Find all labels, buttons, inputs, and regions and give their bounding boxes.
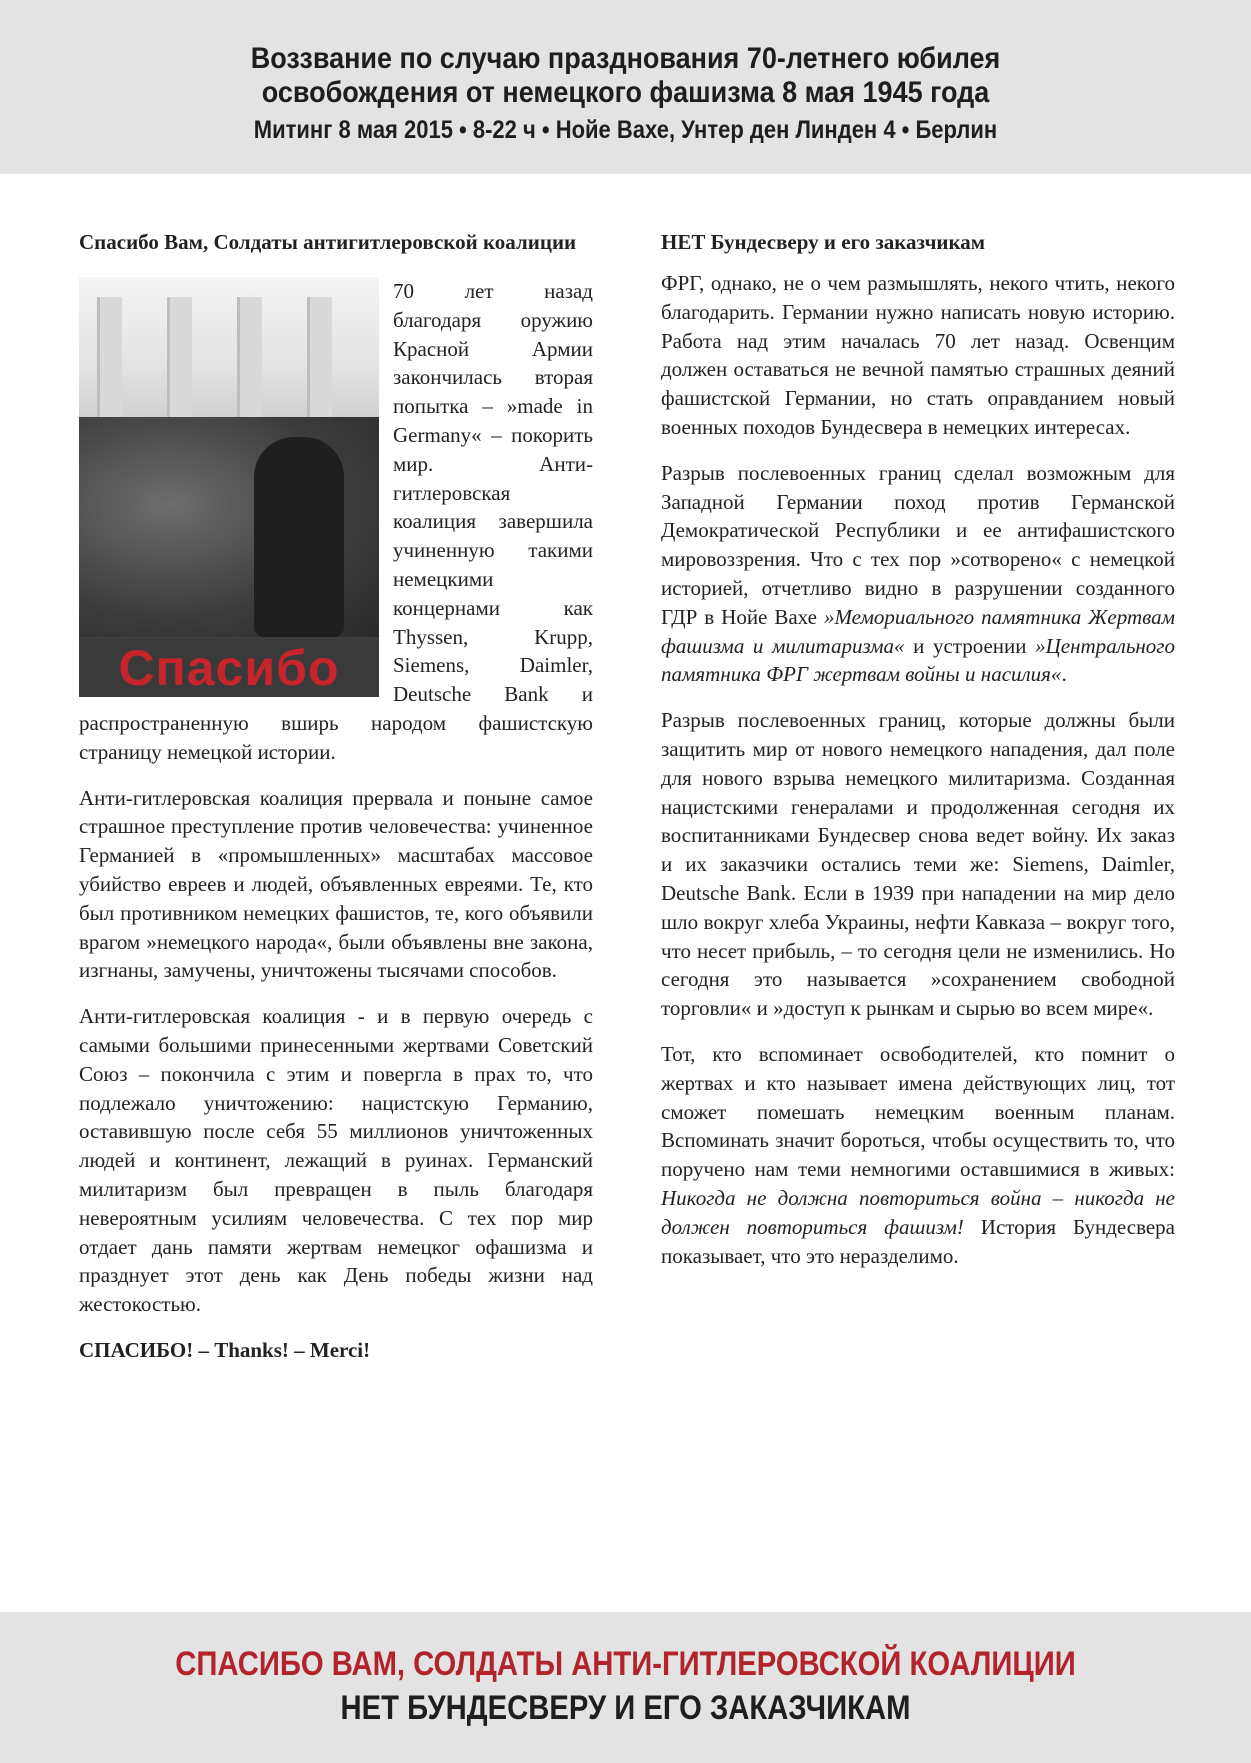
right-paragraph-4-text: Тот, кто вспоминает освободителей, кто помнит о жертвах и кто называет имена действующих лиц, тот сможет помешать немецким военным планам. Вспоминать значит бороться, чтобы осуществить то, что поручено нам теми немногими оставшимися в живых:: [661, 1041, 1175, 1182]
memorial-name: »Мемориального памятника Жертвам фашизма и милитаризма«: [661, 604, 1175, 658]
left-paragraph-2: Анти-гитлеровская коалиция прервала и поныне самое страшное преступление против человечества: учиненное Германией в «промышленных» масштабах массовое убийство евреев и людей, объявленных евреями. Те, кто был противником немецких фашистов, те, кого объявили врагом »немецкого народа«, были объявлены вне закона, изгнаны, замучены, уничтожены тысячами способов.: [79, 785, 593, 983]
photo-column-shape: [237, 297, 262, 437]
photo-column-shape: [97, 297, 122, 437]
photo-column-shape: [307, 297, 332, 437]
right-paragraph-1: ФРГ, однако, не о чем размышлять, некого чтить, некого благодарить. Германии нужно написать новую историю. Работа над этим началась 70 лет назад. Освенцим должен оставаться не вечной памятью страшных деяний фашистской Германии, но стать оправданием новый военных походов Бундесвера в немецких интересах.: [661, 271, 1175, 439]
right-paragraph-2-text: Разрыв послевоенных границ сделал возможным для Западной Германии поход против Германской Демократической Республики и ее антифашистского мировоззрения. Что с тех пор »сотворено« с немецкой историей, отчетливо видно в разрушении созданного ГДР в Нойе Вахе: [661, 460, 1175, 629]
right-paragraph-2: [661, 459, 1175, 689]
soldiers-photo: [79, 277, 379, 697]
photo-caption: Спасибо: [79, 639, 379, 697]
right-paragraph-4: [661, 1040, 1175, 1270]
header-band: [0, 0, 1251, 174]
right-paragraph-2-text: и устроении: [904, 633, 1036, 658]
footer-band: [0, 1612, 1251, 1763]
photo-column-shape: [167, 297, 192, 437]
right-paragraph-3: Разрыв послевоенных границ, которые должны были защитить мир от нового немецкого нападения, дал поле для нового взрыва немецкого милитаризма. Созданная нацистскими генералами и продолженная сегодня их воспитанниками Бундесвер снова ведет войну. Их заказ и их заказчики остались теми же: Siemens, Daimler, Deutsche Bank. Если в 1939 при нападении на мир дело шло вокруг хлеба Украины, нефти Кавказа – вокруг того, что несет прибыль, – то сегодня цели не изменились. Но сегодня это называется »сохранением свободной торговли« и »доступ к рынкам и сырью во всем мире«.: [661, 708, 1175, 1021]
title-line-1: Воззвание по случаю празднования 70-летнего юбилея: [250, 42, 1001, 75]
right-heading: НЕТ Бундесверу и его заказчикам: [661, 230, 986, 254]
left-paragraph-1: 70 лет назад благодаря оружию Красной Армии закончилась вторая попытка – »made in Germany« – покорить мир. Анти-гитлеровская коалиция завершила учиненную такими немецкими концернами как Thyssen, Krupp, Siemens, Daimler, Deutsche Bank и распространенную вширь народом фашистскую страницу немецкой истории.: [79, 279, 593, 764]
footer-slogan-red: СПАСИБО ВАМ, СОЛДАТЫ АНТИ-ГИТЛЕРОВСКОЙ КОАЛИЦИИ: [175, 1645, 1076, 1683]
right-paragraph-2-end: .: [1061, 662, 1067, 687]
thanks-line: СПАСИБО! – Thanks! – Merci!: [79, 1337, 371, 1362]
event-info: Митинг 8 мая 2015 • 8-22 ч • Нойе Вахе, Унтер ден Линден 4 • Берлин: [253, 116, 998, 144]
left-paragraph-3: Анти-гитлеровская коалиция - и в первую очередь с самыми большими принесенными жертвами Советский Союз – покончила с этим и повергла в прах то, что подлежало уничтожению: нацистскую Германию, оставившую после себя 55 миллионов уничтоженных людей и континент, лежащий в руинах. Германский милитаризм был превращен в пыль благодаря невероятным усилиям человечества. С тех пор мир отдает дань памяти жертвам немецког офашизма и празднует этот день как День победы жизни над жестокостью.: [79, 1004, 593, 1317]
left-column: [79, 228, 593, 1382]
right-paragraph-4-end: История Бундесвера показывает, что это неразделимо.: [661, 1214, 1176, 1268]
footer-slogan-black: НЕТ БУНДЕСВЕРУ И ЕГО ЗАКАЗЧИКАМ: [340, 1689, 911, 1727]
title-line-2: освобождения от немецкого фашизма 8 мая 1945 года: [261, 76, 990, 109]
photo-figure: [254, 437, 344, 637]
left-heading: Спасибо Вам, Солдаты антигитлеровской коалиции: [79, 230, 577, 254]
right-column: [661, 228, 1175, 1287]
central-memorial-name: »Центрального памятника ФРГ жертвам войны и насилия«: [661, 633, 1175, 687]
never-again-slogan: Никогда не должна повториться война – никогда не должен повториться фашизм!: [661, 1185, 1175, 1239]
